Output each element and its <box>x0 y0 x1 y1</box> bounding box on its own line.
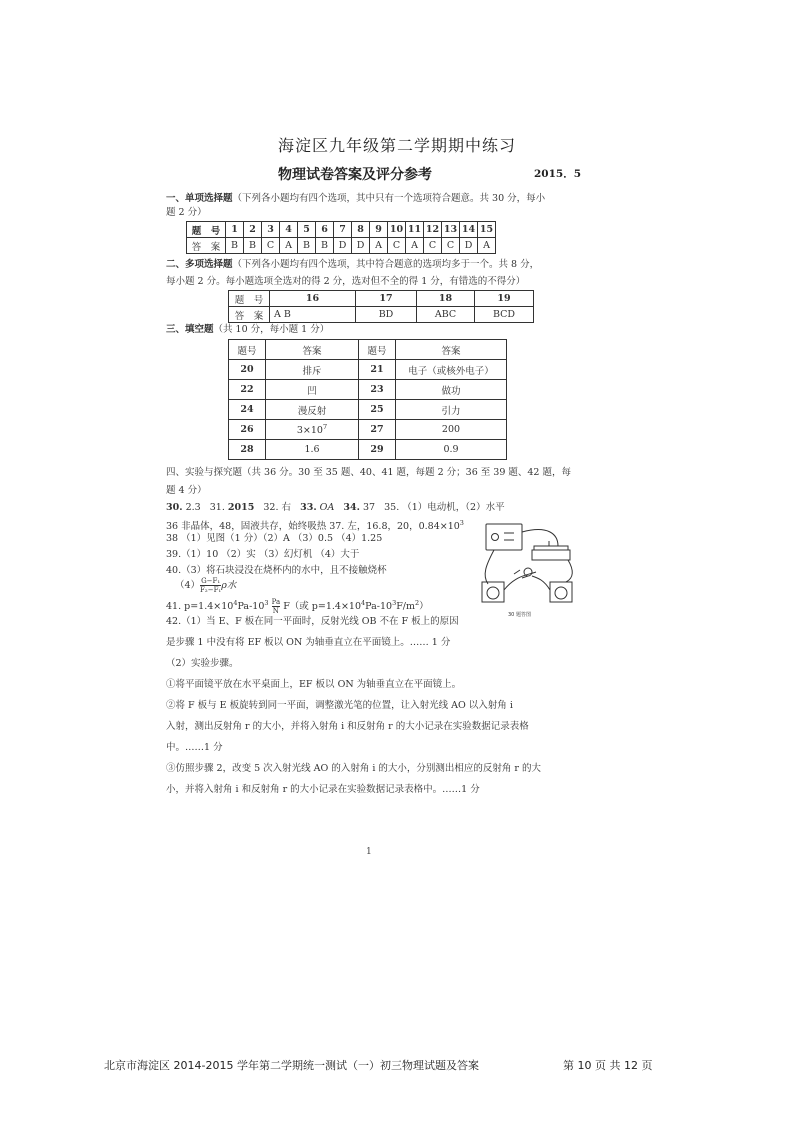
answer-42-line: 中。……1 分 <box>166 742 223 753</box>
answer-42-line: ②将 F 板与 E 板旋转到同一平面，调整激光笔的位置，让入射光线 AO 以入射角 i <box>166 700 513 711</box>
section2-desc-cont: 每小题 2 分。每小题选项全选对的得 2 分，选对但不全的得 1 分，有错选的不得分） <box>166 276 526 287</box>
footer-source: 北京市海淀区 2014-2015 学年第二学期统一测试（一）初三物理试题及答案 <box>104 1059 479 1072</box>
table-row: 26 $3\times 10^7$ 27 200 <box>229 420 507 440</box>
section3-heading: 三、填空题 <box>166 324 214 335</box>
answer-40-3: 40.（3）将石块浸没在烧杯内的水中，且不接触烧杯 <box>166 565 387 576</box>
section3-desc: （共 10 分，每小题 1 分） <box>213 324 330 335</box>
fill-in-table <box>228 339 507 460</box>
section1-desc-cont: 题 2 分） <box>166 207 207 218</box>
figure-caption: 30 题答图 <box>508 612 531 618</box>
answers-30-35: 30. 2.3 31. 2015 32. 右 33. OA 34. 37 35. （1）电动机，（2）水平 <box>166 502 505 513</box>
section2-intro <box>166 258 539 272</box>
section1-heading: 一、单项选择题 <box>166 193 233 204</box>
table-row: 22 凹 23 做功 <box>229 380 507 400</box>
answer-42-line: 入射，测出反射角 r 的大小，并将入射角 i 和反射角 r 的大小记录在实验数据记录表格 <box>166 721 529 732</box>
table-row: 题 号 1 2 3 4 5 6 7 8 9 10 11 12 13 14 15 <box>187 222 496 238</box>
answer-42-line: （2）实验步骤。 <box>166 658 239 669</box>
section4-heading: 四、实验与探究题（共 36 分。30 至 35 题、40、41 题，每题 2 分；36 至 39 题、42 题，每 <box>166 467 571 478</box>
single-choice-table <box>186 221 496 254</box>
answer-42-line: 小，并将入射角 i 和反射角 r 的大小记录在实验数据记录表格中。……1 分 <box>166 784 480 795</box>
answer-42-line: ①将平面镜平放在水平桌面上，EF 板以 ON 为轴垂直立在平面镜上。 <box>166 679 462 690</box>
table-row: 24 漫反射 25 引力 <box>229 400 507 420</box>
answers-36-37: 36 非晶体，48，固液共存，始终吸热 37. 左，16.8，20，$0.84\times 10^3$ <box>166 519 464 533</box>
section2-heading: 二、多项选择题 <box>166 259 233 270</box>
footer-page-info: 第 10 页 共 12 页 <box>563 1059 653 1072</box>
table-row: 题 号 16 17 18 19 <box>229 291 534 307</box>
table-row: 题号 答案 题号 答案 <box>229 340 507 360</box>
table-row: 28 1.6 29 0.9 <box>229 440 507 460</box>
rheostat <box>532 550 570 560</box>
document-date: 2015．5 <box>534 168 582 180</box>
circuit-diagram-figure <box>478 520 578 622</box>
row-label: 答 案 <box>187 238 226 254</box>
section1-desc: （下列各小题均有四个选项，其中只有一个选项符合题意。共 30 分，每小 <box>232 193 546 204</box>
document-title: 海淀区九年级第二学期期中练习 <box>277 136 516 155</box>
section2-desc: （下列各小题均有四个选项，其中符合题意的选项均多于一个。共 8 分， <box>232 259 540 270</box>
section1-intro <box>166 192 545 206</box>
answer-41: 41. $p=1.4\times 10^4Pa-10^3$ $\frac{Pa}{N}$ F（或 $p=1.4\times 10^4Pa-10^3F/m^2$） <box>166 598 429 616</box>
section4-heading-cont: 题 4 分） <box>166 485 207 496</box>
answer-38: 38 （1）见图（1 分）（2）A （3）0.5 （4）1.25 <box>166 533 383 544</box>
table-row: 20 排斥 21 电子（或核外电子） <box>229 360 507 380</box>
answer-42-line: ③仿照步骤 2，改变 5 次入射光线 AO 的入射角 i 的大小，分别测出相应的反射角 r 的大 <box>166 763 541 774</box>
answer-42-line: 42.（1）当 E、F 板在同一平面时，反射光线 OB 不在 F 板上的原因 <box>166 616 459 627</box>
answer-40-4: （4） $\frac{\text{G−F₁}}{\text{F₂−F₁}}$ ρ水 <box>175 577 237 594</box>
answer-39: 39.（1）10 （2）实 （3）幻灯机 （4）大于 <box>166 549 360 560</box>
table-row: 答 案 B B C A B B D D A C A C C D A <box>187 238 496 254</box>
answer-42-line: 是步骤 1 中没有将 EF 板以 ON 为轴垂直立在平面镜上。…… 1 分 <box>166 637 451 648</box>
row-label: 题 号 <box>187 222 226 238</box>
table-row: 答 案 A B BD ABC BCD <box>229 307 534 323</box>
section3-intro <box>166 323 329 337</box>
document-subtitle: 物理试卷答案及评分参考 <box>278 167 432 183</box>
multi-choice-table <box>228 290 534 323</box>
page-number: 1 <box>366 847 372 857</box>
